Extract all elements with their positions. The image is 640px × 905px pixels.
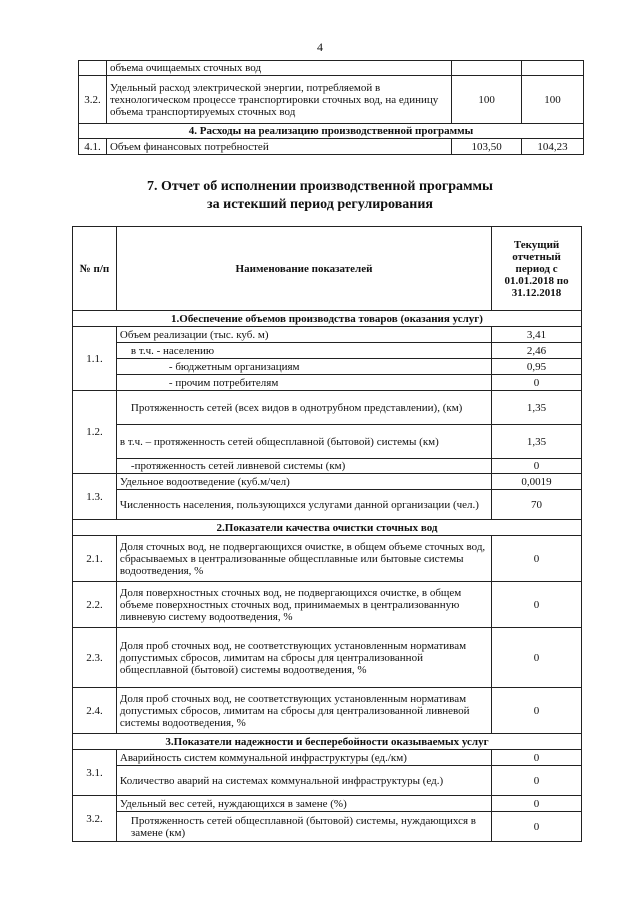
row-number: 1.3. bbox=[73, 474, 117, 520]
section-title-line: за истекший период регулирования bbox=[207, 197, 433, 212]
header-name: Наименование показателей bbox=[116, 227, 491, 311]
row-number: 2.3. bbox=[73, 628, 117, 688]
table-row bbox=[79, 61, 584, 76]
table-row bbox=[73, 536, 582, 582]
table-row bbox=[73, 796, 582, 812]
row-number: 3.1. bbox=[73, 750, 117, 796]
header-num: № п/п bbox=[73, 227, 117, 311]
row-value: 2,46 bbox=[492, 343, 582, 359]
table-row bbox=[73, 490, 582, 520]
table-row bbox=[73, 375, 582, 391]
row-value: 0,95 bbox=[492, 359, 582, 375]
row-label: Удельный вес сетей, нуждающихся в замене (%) bbox=[116, 796, 491, 812]
row-label: в т.ч. – протяженность сетей общесплавной (бытовой) системы (км) bbox=[116, 425, 491, 459]
table-row bbox=[73, 766, 582, 796]
row-label: Протяженность сетей (всех видов в однотрубном представлении), (км) bbox=[116, 391, 491, 425]
row-value: 0 bbox=[492, 536, 582, 582]
table-row bbox=[73, 582, 582, 628]
table-row bbox=[73, 343, 582, 359]
section-row bbox=[79, 124, 584, 139]
row-label: -протяженность сетей ливневой системы (км) bbox=[116, 459, 491, 474]
row-value: 70 bbox=[492, 490, 582, 520]
row-number: 2.4. bbox=[73, 688, 117, 734]
row-value: 0 bbox=[492, 459, 582, 474]
row-label: Численность населения, пользующихся услугами данной организации (чел.) bbox=[116, 490, 491, 520]
row-value: 0 bbox=[492, 812, 582, 842]
row-value: 0 bbox=[492, 796, 582, 812]
table-row bbox=[79, 76, 584, 124]
row-value: 0,0019 bbox=[492, 474, 582, 490]
row-number: 1.1. bbox=[73, 327, 117, 391]
table-row bbox=[73, 391, 582, 425]
row-number: 2.2. bbox=[73, 582, 117, 628]
row-value: 0 bbox=[492, 750, 582, 766]
row-value: 0 bbox=[492, 375, 582, 391]
section-header: 2.Показатели качества очистки сточных вод bbox=[73, 520, 582, 536]
row-value: 0 bbox=[492, 766, 582, 796]
top-table bbox=[78, 60, 584, 155]
row-number: 3.2. bbox=[79, 76, 107, 124]
row-label: Доля поверхностных сточных вод, не подвергающихся очистке, в общем объеме поверхностных сточных вод, принимаемых в централизованную ливневую систему водоотведения, % bbox=[116, 582, 491, 628]
table-row bbox=[73, 327, 582, 343]
row-label: Протяженность сетей общесплавной (бытовой) системы, нуждающихся в замене (км) bbox=[116, 812, 491, 842]
section-header: 3.Показатели надежности и бесперебойности оказываемых услуг bbox=[73, 734, 582, 750]
table-row bbox=[79, 139, 584, 155]
row-value: 0 bbox=[492, 628, 582, 688]
row-label: Удельное водоотведение (куб.м/чел) bbox=[116, 474, 491, 490]
row-label: Аварийность систем коммунальной инфраструктуры (ед./км) bbox=[116, 750, 491, 766]
row-number: 3.2. bbox=[73, 796, 117, 842]
table-row bbox=[73, 359, 582, 375]
section-row bbox=[73, 520, 582, 536]
section-header: 1.Обеспечение объемов производства товаров (оказания услуг) bbox=[73, 311, 582, 327]
row-label: Объем реализации (тыс. куб. м) bbox=[116, 327, 491, 343]
row-label: Доля сточных вод, не подвергающихся очистке, в общем объеме сточных вод, сбрасываемых в централизованные общесплавные или бытовые системы водоотведения, % bbox=[116, 536, 491, 582]
section-header: 4. Расходы на реализацию производственной программы bbox=[79, 124, 584, 139]
header-period: Текущий отчетный период с 01.01.2018 по 31.12.2018 bbox=[492, 227, 582, 311]
row-value: 0 bbox=[492, 688, 582, 734]
table-row bbox=[73, 459, 582, 474]
row-number: 4.1. bbox=[79, 139, 107, 155]
section-row bbox=[73, 311, 582, 327]
row-label: Доля проб сточных вод, не соответствующих установленным нормативам допустимых сбросов, лимитам на сбросы для централизованной общесплавной (бытовой) системы водоотведения, % bbox=[116, 628, 491, 688]
table-row bbox=[73, 425, 582, 459]
section-title bbox=[0, 178, 640, 214]
header-row bbox=[73, 227, 582, 311]
row-value: 100 bbox=[452, 76, 522, 124]
row-number: 1.2. bbox=[73, 391, 117, 474]
table-row bbox=[73, 628, 582, 688]
section-row bbox=[73, 734, 582, 750]
row-value: 100 bbox=[522, 76, 584, 124]
row-label: Количество аварий на системах коммунальной инфраструктуры (ед.) bbox=[116, 766, 491, 796]
row-value: 1,35 bbox=[492, 425, 582, 459]
row-label: - бюджетным организациям bbox=[116, 359, 491, 375]
table-row bbox=[73, 750, 582, 766]
row-label: в т.ч. - населению bbox=[116, 343, 491, 359]
row-value: 3,41 bbox=[492, 327, 582, 343]
row-label: Объем финансовых потребностей bbox=[106, 139, 451, 155]
row-label: Доля проб сточных вод, не соответствующих установленным нормативам допустимых сбросов, лимитам на сбросы для централизованной ливневой системы водоотведения, % bbox=[116, 688, 491, 734]
row-number: 2.1. bbox=[73, 536, 117, 582]
row-value: 103,50 bbox=[452, 139, 522, 155]
row-value: 0 bbox=[492, 582, 582, 628]
row-value: 104,23 bbox=[522, 139, 584, 155]
table-row bbox=[73, 688, 582, 734]
report-table bbox=[72, 226, 582, 842]
row-label: - прочим потребителям bbox=[116, 375, 491, 391]
table-row bbox=[73, 812, 582, 842]
page-number: 4 bbox=[317, 40, 323, 54]
row-label: объема очищаемых сточных вод bbox=[106, 61, 451, 76]
table-row bbox=[73, 474, 582, 490]
row-label: Удельный расход электрической энергии, потребляемой в технологическом процессе транспортировки сточных вод, на единицу объема транспортируемых сточных вод bbox=[106, 76, 451, 124]
row-value: 1,35 bbox=[492, 391, 582, 425]
section-title-line: 7. Отчет об исполнении производственной программы bbox=[146, 179, 493, 194]
